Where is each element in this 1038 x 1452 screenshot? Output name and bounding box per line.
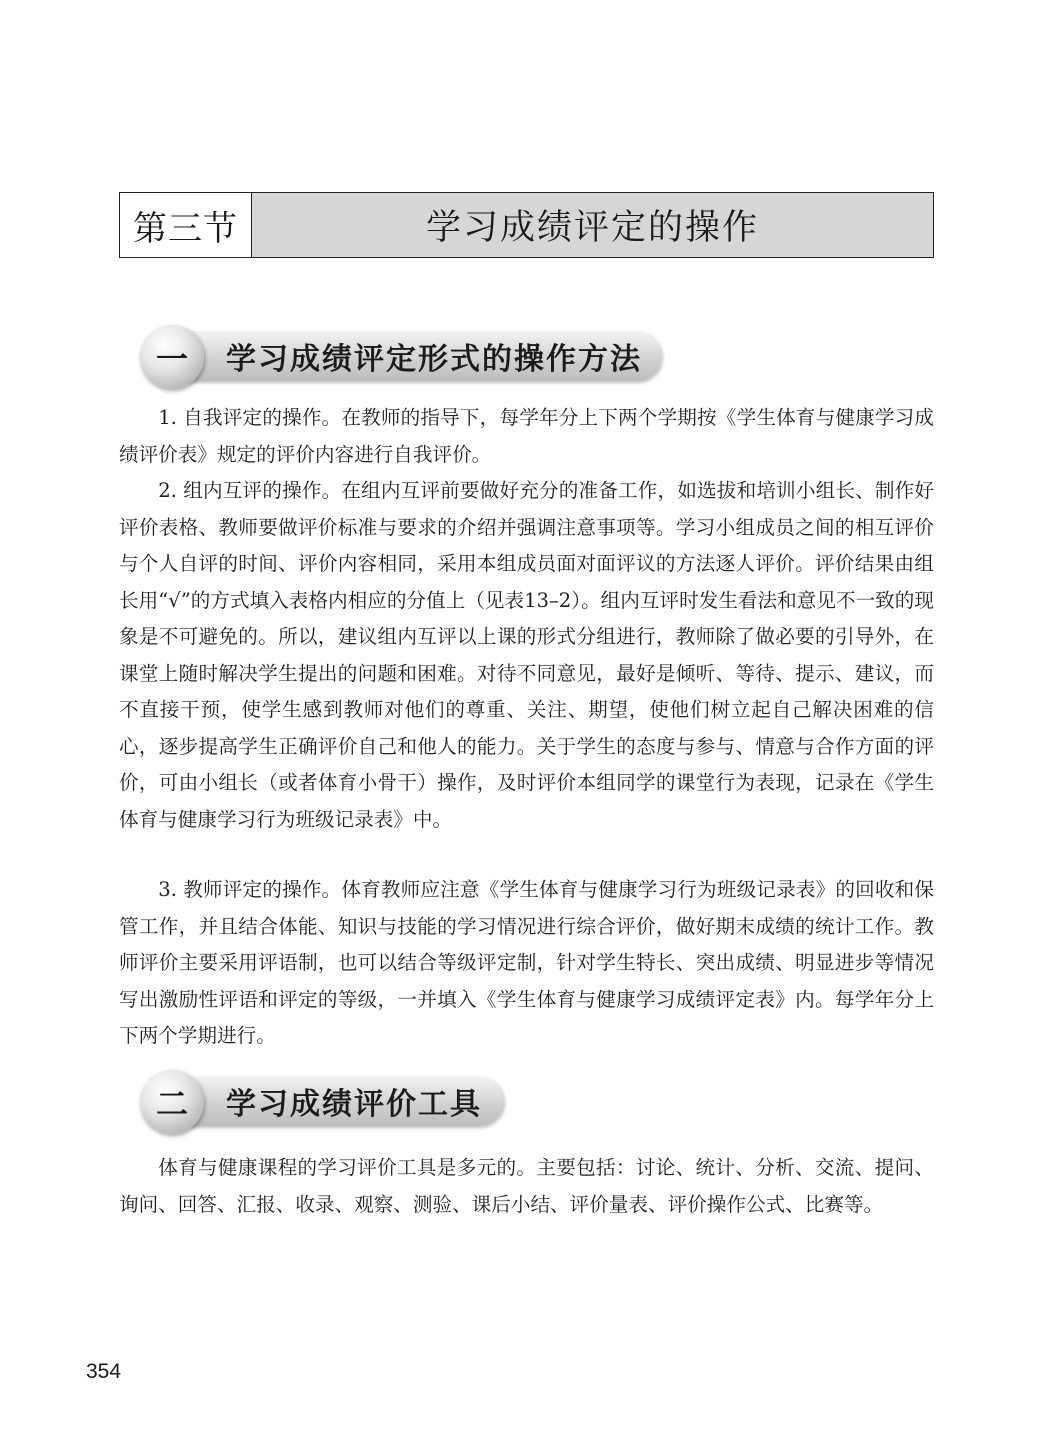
subsection-number-badge: 一 — [140, 325, 204, 389]
paragraph-self-assessment: 1. 自我评定的操作。在教师的指导下，每学年分上下两个学期按《学生体育与健康学习成绩评价表》规定的评价内容进行自我评价。 — [119, 406, 934, 466]
subsection-number-badge: 二 — [140, 1070, 204, 1134]
section-header — [119, 192, 934, 258]
paragraph-teacher-assessment: 3. 教师评定的操作。体育教师应注意《学生体育与健康学习行为班级记录表》的回收和保管工作，并且结合体能、知识与技能的学习情况进行综合评价，做好期末成绩的统计工作。教师评价主要采用评语制，也可以结合等级评定制，针对学生特长、突出成绩、明显进步等情况写出激励性评语和评定的等级，一并填入《学生体育与健康学习成绩评定表》内。每学年分上下两个学期进行。 — [119, 878, 934, 1047]
subsection-title: 学习成绩评价工具 — [168, 1076, 504, 1126]
section-title: 学习成绩评定的操作 — [252, 193, 933, 257]
section-label: 第三节 — [120, 193, 252, 257]
paragraph-evaluation-tools: 体育与健康课程的学习评价工具是多元的。主要包括：讨论、统计、分析、交流、提问、询问、回答、汇报、收录、观察、测验、课后小结、评价量表、评价操作公式、比赛等。 — [119, 1156, 934, 1216]
paragraph-peer-assessment: 2. 组内互评的操作。在组内互评前要做好充分的准备工作，如选拔和培训小组长、制作好评价表格、教师要做评价标准与要求的介绍并强调注意事项等。学习小组成员之间的相互评价与个人自评的时间、评价内容相同，采用本组成员面对面评议的方法逐人评价。评价结果由组长用“√”的方式填入表格内相应的分值上（见表13–2）。组内互评时发生看法和意见不一致的现象是不可避免的。所以，建议组内互评以上课的形式分组进行，教师除了做必要的引导外，在课堂上随时解决学生提出的问题和困难。对待不同意见，最好是倾听、等待、提示、建议，而不直接干预，使学生感到教师对他们的尊重、关注、期望，使他们树立起自己解决困难的信心，逐步提高学生正确评价自己和他人的能力。关于学生的态度与参与、情意与合作方面的评价，可由小组长（或者体育小骨干）操作，及时评价本组同学的课堂行为表现，记录在《学生体育与健康学习行为班级记录表》中。 — [119, 479, 934, 831]
subsection-heading-2 — [140, 1070, 520, 1134]
subsection-heading-1 — [140, 325, 680, 389]
subsection-title: 学习成绩评定形式的操作方法 — [168, 331, 662, 381]
page-number: 354 — [86, 1360, 122, 1383]
